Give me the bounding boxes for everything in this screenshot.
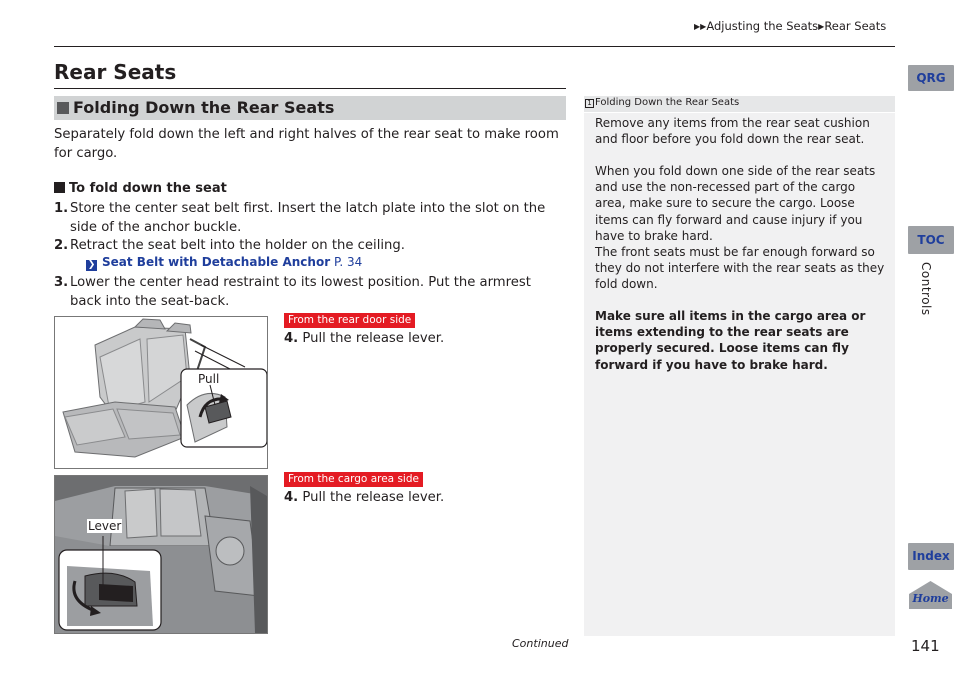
step-number: 4. bbox=[284, 490, 299, 505]
step-number: 2. bbox=[54, 238, 69, 253]
step-number: 4. bbox=[284, 331, 299, 346]
lever-callout: Lever bbox=[88, 519, 122, 533]
toc-tab[interactable]: TOC bbox=[908, 226, 954, 254]
subheading-square-icon bbox=[54, 182, 65, 193]
qrg-tab[interactable]: QRG bbox=[908, 65, 954, 91]
step-number: 1. bbox=[54, 201, 69, 216]
home-label: Home bbox=[912, 592, 949, 605]
page-number: 141 bbox=[911, 637, 940, 655]
header-rule bbox=[54, 46, 895, 47]
rear-door-seat-illustration bbox=[54, 316, 268, 469]
xref-page[interactable]: P. 34 bbox=[333, 255, 363, 269]
rear-door-side-label: From the rear door side bbox=[284, 313, 415, 328]
step-text: Pull the release lever. bbox=[302, 331, 445, 346]
sidebar-title: Folding Down the Rear Seats bbox=[595, 97, 740, 108]
step-number: 3. bbox=[54, 275, 69, 290]
intro-text: Separately fold down the left and right halves of the rear seat to make room for cargo. bbox=[54, 127, 559, 161]
sidebar-rule bbox=[584, 112, 895, 113]
cargo-area-side-label: From the cargo area side bbox=[284, 472, 423, 487]
sidebar-header bbox=[584, 96, 895, 112]
cargo-area-drawing bbox=[55, 476, 267, 633]
controls-chapter-label: Controls bbox=[919, 262, 933, 316]
section-title: Folding Down the Rear Seats bbox=[73, 98, 335, 117]
pull-callout: Pull bbox=[198, 372, 220, 386]
link-arrow-icon: ❯ bbox=[87, 260, 96, 270]
sidebar-paragraph-2: When you fold down one side of the rear seats and use the non-recessed part of the cargo area, make sure to secure the cargo. Loose items can fly forward and cause injury if you have to brake hard. bbox=[595, 164, 876, 243]
page-title: Rear Seats bbox=[54, 60, 177, 84]
step-3 bbox=[54, 273, 566, 311]
xref-link[interactable] bbox=[86, 255, 362, 271]
subheading bbox=[54, 181, 227, 196]
figure1-step bbox=[284, 331, 444, 346]
sidebar-warning: Make sure all items in the cargo area or items extending to the rear seats are properly secured. Loose items can fly forward if you have to brake hard. bbox=[595, 309, 866, 372]
figure2-step bbox=[284, 490, 444, 505]
home-button[interactable] bbox=[907, 580, 954, 610]
breadcrumb-link-adjusting-seats[interactable]: Adjusting the Seats bbox=[706, 19, 819, 33]
sidebar-paragraph-3: The front seats must be far enough forward so they do not interfere with the rear seats as they fold down. bbox=[595, 245, 885, 292]
xref-title[interactable]: Seat Belt with Detachable Anchor bbox=[102, 255, 331, 269]
section-header bbox=[54, 96, 566, 120]
breadcrumb-separator: ▶ bbox=[818, 22, 825, 31]
step-text: Retract the seat belt into the holder on the ceiling. bbox=[70, 238, 405, 253]
section-square-icon bbox=[57, 102, 69, 114]
home-icon bbox=[907, 580, 954, 610]
step-1 bbox=[54, 199, 566, 237]
subheading-text: To fold down the seat bbox=[69, 181, 227, 196]
title-rule bbox=[54, 88, 566, 89]
step-2 bbox=[54, 236, 566, 255]
note-icon: 1 bbox=[585, 99, 594, 108]
step-text: Store the center seat belt first. Insert the latch plate into the slot on the side of the anchor buckle. bbox=[70, 201, 546, 235]
index-tab[interactable]: Index bbox=[908, 543, 954, 570]
breadcrumb-current: Rear Seats bbox=[824, 19, 887, 33]
continued-label: Continued bbox=[512, 637, 569, 650]
rear-seat-drawing bbox=[55, 317, 267, 468]
sidebar-paragraph-1: Remove any items from the rear seat cushion and floor before you fold down the rear seat. bbox=[595, 116, 870, 147]
step-text: Pull the release lever. bbox=[302, 490, 445, 505]
cargo-area-seat-illustration bbox=[54, 475, 268, 634]
breadcrumb bbox=[694, 19, 886, 33]
breadcrumb-arrows: ▶▶ bbox=[694, 22, 707, 31]
step-text: Lower the center head restraint to its lowest position. Put the armrest back into the seat-back. bbox=[70, 275, 531, 309]
